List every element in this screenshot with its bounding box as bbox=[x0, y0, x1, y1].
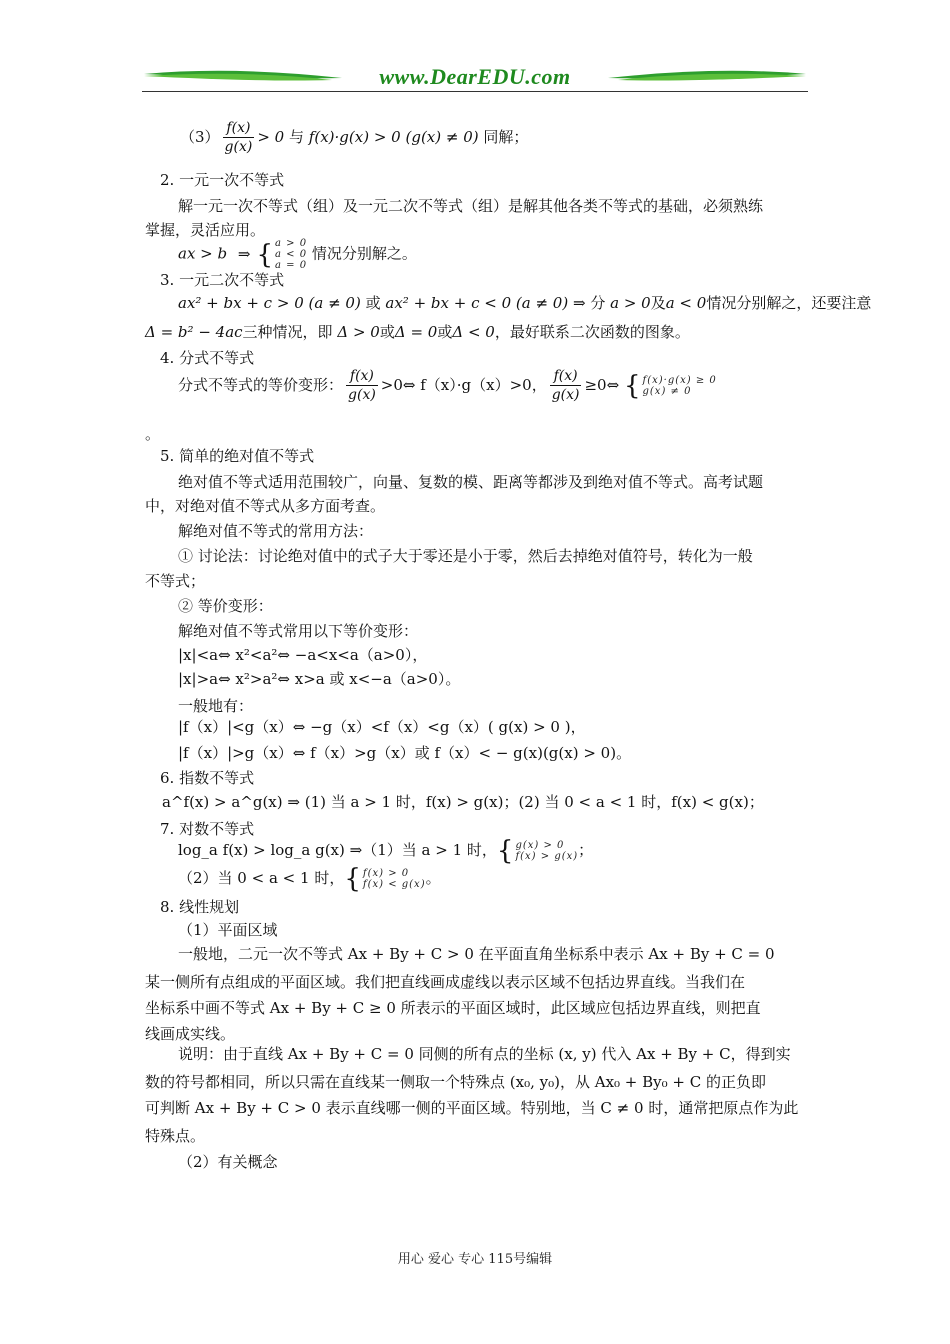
fraction: $\frac{f(x)}{g(x)}$ bbox=[224, 120, 253, 155]
section-4-end: 。 bbox=[145, 425, 161, 443]
section-2-formula: ax > b ⇒ { a > 0 a < 0 a = 0 情况分别解之。 bbox=[178, 238, 417, 271]
note-para-2: 数的符号都相同，所以只需在直线某一侧取一个特殊点 (x₀, y₀)，从 Ax₀ + By₀ + C 的正负即 bbox=[145, 1073, 767, 1091]
region-para-2: 某一侧所有点组成的平面区域。我们把直线画成虚线以表示区域不包括边界直线。当我们在 bbox=[145, 973, 746, 991]
section-3-line-2: Δ = b² − 4ac三种情况，即 Δ > 0或Δ = 0或Δ < 0，最好联系二次函数的图象。 bbox=[145, 323, 690, 341]
region-para-4: 线画成实线。 bbox=[145, 1025, 236, 1043]
subsection-1-title: （1）平面区域 bbox=[178, 921, 278, 939]
section-4-heading: 4. 分式不等式 bbox=[160, 349, 255, 367]
section-3-heading: 3. 一元二次不等式 bbox=[160, 271, 285, 289]
log-rule-1: log_a f(x) > log_a g(x) ⇒（1）当 a > 1 时，{ g(x) > 0 f(x) > g(x) ； bbox=[178, 836, 594, 866]
note-para-3: 可判断 Ax + By + C > 0 表示直线哪一侧的平面区域。特别地，当 C ≠ 0 时，通常把原点作为此 bbox=[145, 1099, 799, 1117]
general-1: |f（x）|<g（x）⇔ −g（x）<f（x）<g（x）( g(x) > 0 )， bbox=[178, 718, 586, 736]
section-5-para: 绝对值不等式适用范围较广，向量、复数的模、距离等都涉及到绝对值不等式。高考试题 bbox=[178, 473, 764, 491]
note-para-4: 特殊点。 bbox=[145, 1127, 206, 1145]
method-2: ② 等价变形： bbox=[178, 597, 273, 615]
exponent-rule: a^f(x) > a^g(x) ⇒ (1) 当 a > 1 时，f(x) > g(x)；(2) 当 0 < a < 1 时，f(x) < g(x)； bbox=[162, 793, 764, 811]
item-3-line: （3） $\frac{f(x)}{g(x)}$ > 0 与 f(x)·g(x) > 0 (g(x) ≠ 0) 同解； bbox=[180, 120, 529, 155]
section-2-para-cont: 掌握，灵活应用。 bbox=[145, 221, 266, 239]
section-3-line-1: ax² + bx + c > 0 (a ≠ 0) 或 ax² + bx + c < 0 (a ≠ 0) ⇒ 分 a > 0及a < 0情况分别解之，还要注意 bbox=[178, 294, 872, 312]
item-label: （3） bbox=[180, 128, 220, 146]
general-2: |f（x）|>g（x）⇔ f（x）>g（x）或 f（x）< − g(x)(g(x) > 0)。 bbox=[178, 744, 632, 762]
general-title: 一般地有： bbox=[178, 697, 254, 715]
methods-title: 解绝对值不等式的常用方法： bbox=[178, 522, 374, 540]
log-rule-2: （2）当 0 < a < 1 时，{ f(x) > 0 f(x) < g(x) 。 bbox=[178, 864, 441, 894]
subsection-2-title: （2）有关概念 bbox=[178, 1153, 278, 1171]
site-name: www.DearEDU.com bbox=[379, 64, 571, 89]
abs-equiv-2: |x|>a⇔ x²>a²⇔ x>a 或 x<−a（a>0）。 bbox=[178, 670, 461, 688]
header-rule bbox=[142, 91, 808, 92]
section-5-para-cont: 中，对绝对值不等式从多方面考查。 bbox=[145, 497, 386, 515]
section-8-heading: 8. 线性规划 bbox=[160, 898, 240, 916]
method-2-desc: 解绝对值不等式常用以下等价变形： bbox=[178, 622, 419, 640]
section-7-heading: 7. 对数不等式 bbox=[160, 820, 255, 838]
section-2-heading: 2. 一元一次不等式 bbox=[160, 171, 285, 189]
section-6-heading: 6. 指数不等式 bbox=[160, 769, 255, 787]
page-header bbox=[142, 62, 808, 98]
case-system: a > 0 a < 0 a = 0 bbox=[275, 238, 308, 271]
section-5-heading: 5. 简单的绝对值不等式 bbox=[160, 447, 315, 465]
section-4-formula: 分式不等式的等价变形： $\frac{f(x)}{g(x)}$ >0⇔ f（x）·g（x）>0， $\frac{f(x)}{g(x)}$ ≥0⇔ { f(x)·g(x) ≥ 0 g(x) ≠ 0 bbox=[178, 368, 717, 403]
section-2-para: 解一元一次不等式（组）及一元二次不等式（组）是解其他各类不等式的基础，必须熟练 bbox=[178, 197, 764, 215]
method-1: ① 讨论法：讨论绝对值中的式子大于零还是小于零，然后去掉绝对值符号，转化为一般 bbox=[178, 547, 753, 565]
abs-equiv-1: |x|<a⇔ x²<a²⇔ −a<x<a（a>0）， bbox=[178, 646, 428, 664]
method-1-cont: 不等式； bbox=[145, 572, 206, 590]
note-para-1: 说明：由于直线 Ax + By + C = 0 同侧的所有点的坐标 (x, y) 代入 Ax + By + C，得到实 bbox=[178, 1045, 791, 1063]
region-para-1: 一般地，二元一次不等式 Ax + By + C > 0 在平面直角坐标系中表示 Ax + By + C = 0 bbox=[178, 945, 775, 963]
page-footer: 用心 爱心 专心 115号编辑 bbox=[397, 1252, 553, 1267]
region-para-3: 坐标系中画不等式 Ax + By + C ≥ 0 所表示的平面区域时，此区域应包括边界直线，则把直 bbox=[145, 999, 761, 1017]
